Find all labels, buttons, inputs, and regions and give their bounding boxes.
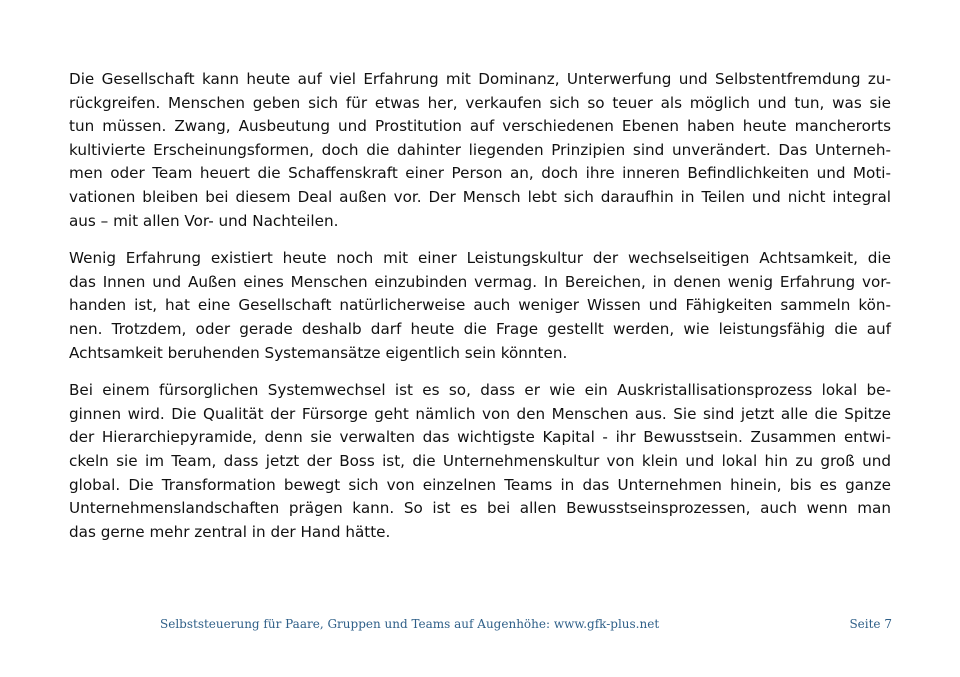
text-line: ginnen wird. Die Qualität der Fürsorge geht nämlich von den Menschen aus. Sie sind jetzt alle die Spitze xyxy=(69,404,891,423)
text-line: Bei einem fürsorglichen Systemwechsel ist es so, dass er wie ein Auskristallisationsprozess lokal be- xyxy=(69,381,891,400)
text-line: tun müssen. Zwang, Ausbeutung und Prostitution auf verschiedenen Ebenen haben heute mancherorts xyxy=(69,117,891,136)
text-line: nen. Trotzdem, oder gerade deshalb darf heute die Frage gestellt werden, wie leistungsfähig die auf xyxy=(69,319,891,338)
text-line: Die Gesellschaft kann heute auf viel Erfahrung mit Dominanz, Unterwerfung und Selbstentfremdung zu- xyxy=(69,70,891,88)
text-line: men oder Team heuert die Schaffenskraft einer Person an, doch ihre inneren Befindlichkeiten und Moti- xyxy=(69,164,891,183)
text-line: global. Die Transformation bewegt sich von einzelnen Teams in das Unternehmen hinein, bis es ganze xyxy=(69,475,891,494)
text-line: Unternehmenslandschaften prägen kann. So ist es bei allen Bewusstseinsprozessen, auch wenn man xyxy=(69,499,891,518)
text-line: das Innen und Außen eines Menschen einzubinden vermag. In Bereichen, in denen wenig Erfahrung vor- xyxy=(69,272,891,291)
text-line: ckeln sie im Team, dass jetzt der Boss ist, die Unternehmenskultur von klein und lokal hin zu groß und xyxy=(69,451,891,470)
paragraph-1 xyxy=(69,68,891,233)
text-line: Wenig Erfahrung existiert heute noch mit einer Leistungskultur der wechselseitigen Achtsamkeit, die xyxy=(69,249,891,268)
body-text xyxy=(69,68,891,558)
page-number: Seite 7 xyxy=(849,617,892,631)
text-line: kultivierte Erscheinungsformen, doch die dahinter liegenden Prinzipien sind unverändert. Das Unterneh- xyxy=(69,140,891,159)
text-line: handen ist, hat eine Gesellschaft natürlicherweise auch weniger Wissen und Fähigkeiten sammeln kön- xyxy=(69,296,891,315)
paragraph-2 xyxy=(69,247,891,365)
text-line: vationen bleiben bei diesem Deal außen vor. Der Mensch lebt sich daraufhin in Teilen und nicht integral xyxy=(69,187,891,206)
text-line: aus – mit allen Vor- und Nachteilen. xyxy=(69,211,339,230)
text-line: rückgreifen. Menschen geben sich für etwas her, verkaufen sich so teuer als möglich und tun, was sie xyxy=(69,93,891,112)
text-line: Achtsamkeit beruhenden Systemansätze eigentlich sein könnten. xyxy=(69,343,568,362)
paragraph-3 xyxy=(69,379,891,544)
text-line: das gerne mehr zentral in der Hand hätte. xyxy=(69,522,391,541)
footer-title: Selbststeuerung für Paare, Gruppen und Teams auf Augenhöhe: www.gfk-plus.net xyxy=(160,617,660,631)
text-line: der Hierarchiepyramide, denn sie verwalten das wichtigste Kapital - ihr Bewusstsein. Zusammen entwi- xyxy=(69,428,891,447)
